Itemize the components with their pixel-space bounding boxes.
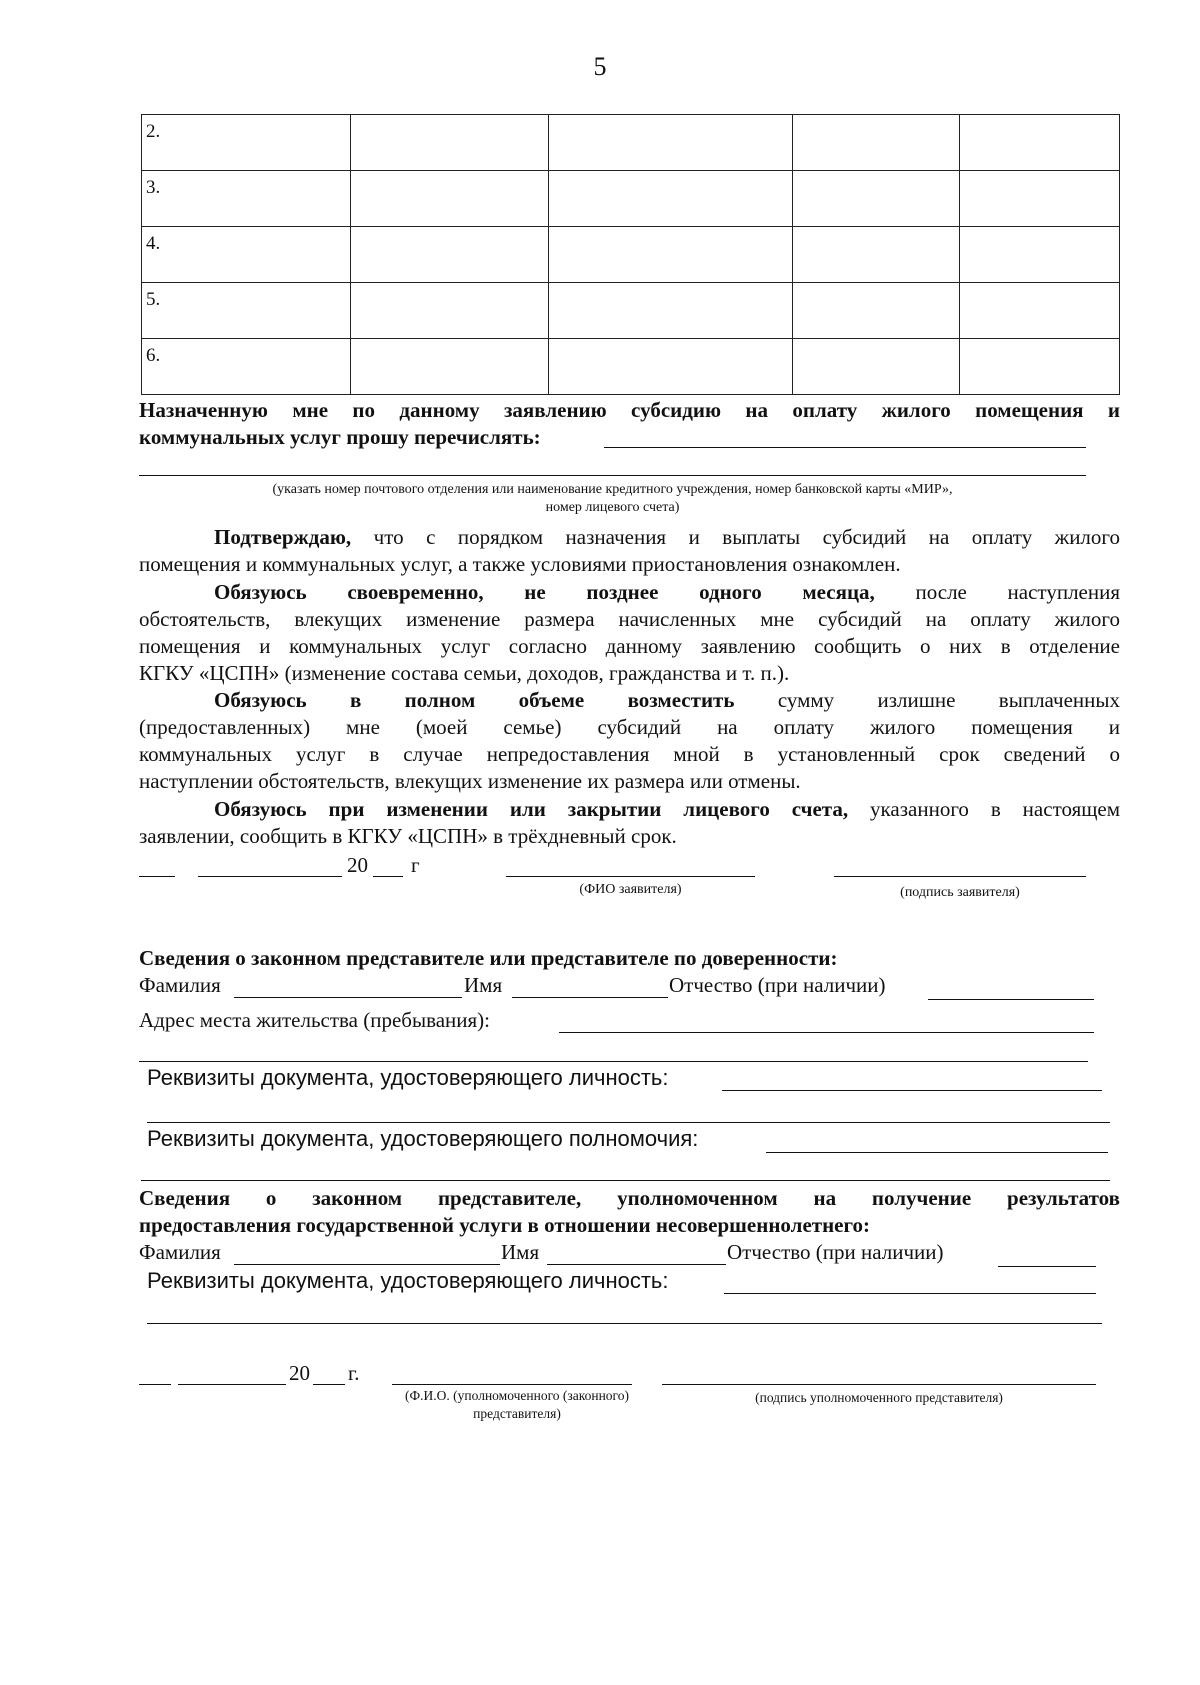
date-year-prefix: 20 [347,853,368,877]
rep-address-field-2[interactable] [139,1061,1088,1062]
table-cell [549,283,793,339]
table-cell [793,171,960,227]
confirm-p3-bold: Обязуюсь в полном объеме возместить [214,688,735,712]
confirm-p2-text: после наступления [915,580,1121,604]
confirm-p1-bold: Подтверждаю, [214,525,352,549]
applicant-fio-label: (ФИО заявителя) [579,882,682,897]
rep-auth-doc-field-2[interactable] [141,1180,1110,1181]
confirm-p1-line2: помещения и коммунальных услуг, а также условиями приостановления ознакомлен. [139,552,901,576]
table-row [142,227,1120,283]
table-row [142,115,1120,171]
table-cell-index: 5. [142,283,351,339]
table-cell [793,283,960,339]
rep-address-field[interactable] [559,1032,1094,1033]
table-cell-index: 3. [142,171,351,227]
table-row [142,171,1120,227]
table-cell [549,115,793,171]
confirm-p4-text: указанного в настоящем [870,797,1121,821]
payment-text-line1: Назначенную мне по данному заявлению субсидию на оплату жилого помещения и [139,398,1120,422]
rep-id-doc-label: Реквизиты документа, удостоверяющего личность: [147,1065,669,1090]
confirm-p4-line2: заявлении, сообщить в КГКУ «ЦСПН» в трёхдневный срок. [139,824,677,848]
confirm-p4-bold: Обязуюсь при изменении или закрытии лицевого счета, [214,797,849,821]
minor-patronymic-label: Отчество (при наличии) [727,1240,944,1264]
minor-name-field[interactable] [547,1264,726,1265]
minor-rep-fio-label-line2: представителя) [473,1406,561,1421]
confirm-p2-bold: Обязуюсь своевременно, не позднее одного месяца, [214,580,875,604]
date2-year-field[interactable] [313,1384,345,1385]
minor-id-doc-field[interactable] [724,1293,1096,1294]
rep-id-doc-field[interactable] [722,1090,1102,1091]
table-cell [549,171,793,227]
rep-surname-label: Фамилия [139,973,221,997]
confirm-p3-line3: коммунальных услуг в случае непредоставления мной в установленный срок сведений о [139,742,1120,766]
rep-address-label: Адрес места жительства (пребывания): [139,1008,491,1032]
date2-month-field[interactable] [178,1384,286,1385]
minor-heading-line1: Сведения о законном представителе, уполномоченном на получение результатов [139,1186,1120,1210]
confirm-paragraph-2 [214,579,1120,606]
table-row [142,283,1120,339]
date2-day-field[interactable] [139,1384,171,1385]
minor-rep-signature-field[interactable] [662,1384,1096,1385]
page-number: 5 [593,52,607,81]
date2-year-prefix: 20 [289,1361,310,1385]
confirm-p2-line4: КГКУ «ЦСПН» (изменение состава семьи, доходов, гражданства и т. п.). [139,661,790,685]
rep-name-field[interactable] [512,997,668,998]
applicant-signature-label: (подпись заявителя) [900,885,1020,900]
table-cell-index: 4. [142,227,351,283]
date-day-field[interactable] [139,876,175,877]
minor-id-doc-label: Реквизиты документа, удостоверяющего личность: [147,1268,669,1293]
confirm-paragraph-4 [214,796,1120,823]
minor-rep-fio-field[interactable] [392,1384,632,1385]
minor-name-label: Имя [501,1240,540,1264]
rep-patronymic-label: Отчество (при наличии) [669,973,886,997]
confirm-p3-text: сумму излишне выплаченных [777,688,1120,712]
table-cell [793,115,960,171]
table-cell [351,115,549,171]
rep-id-doc-field-2[interactable] [147,1122,1110,1123]
minor-surname-label: Фамилия [139,1240,221,1264]
minor-heading-line2: предоставления государственной услуги в отношении несовершеннолетнего: [139,1213,871,1237]
table-cell [960,283,1120,339]
table-cell [960,115,1120,171]
payment-hint-line1: (указать номер почтового отделения или наименование кредитного учреждения, номер банковской карты «МИР», [272,482,953,497]
table-cell [960,339,1120,395]
confirm-paragraph-3 [214,687,1120,714]
rep-heading: Сведения о законном представителе или представителе по доверенности: [139,946,838,970]
payment-details-field-2[interactable] [139,475,1086,476]
rep-auth-doc-label: Реквизиты документа, удостоверяющего полномочия: [147,1126,699,1151]
date-month-field[interactable] [198,876,342,877]
rep-surname-field[interactable] [234,997,462,998]
confirm-p2-line2: обстоятельств, влекущих изменение размера начисленных мне субсидий на оплату жилого [139,607,1120,631]
minor-rep-fio-label-line1: (Ф.И.О. (уполномоченного (законного) [405,1388,629,1403]
table-cell [960,227,1120,283]
minor-rep-signature-label: (подпись уполномоченного представителя) [755,1390,1003,1405]
table-cell [549,227,793,283]
confirm-p1-text: что с порядком назначения и выплаты субсидий на оплату жилого [373,525,1120,549]
minor-id-doc-field-2[interactable] [147,1323,1102,1324]
table-cell [351,227,549,283]
table-row [142,339,1120,395]
income-table [141,114,1120,395]
payment-details-field[interactable] [604,447,1086,448]
confirm-p3-line4: наступлении обстоятельств, влекущих изменение их размера или отмены. [139,769,801,793]
date2-year-suffix: г. [348,1361,360,1385]
table-cell-index: 6. [142,339,351,395]
applicant-fio-field[interactable] [506,876,755,877]
minor-patronymic-field[interactable] [998,1266,1096,1267]
table-cell [793,227,960,283]
confirm-paragraph-1 [214,524,1120,551]
payment-hint-line2: номер лицевого счета) [545,500,680,515]
rep-auth-doc-field[interactable] [766,1152,1108,1153]
table-cell [549,339,793,395]
confirm-p3-line2: (предоставленных) мне (моей семье) субсидий на оплату жилого помещения и [139,715,1120,739]
minor-surname-field[interactable] [234,1264,500,1265]
rep-patronymic-field[interactable] [928,999,1094,1000]
payment-text-line2: коммунальных услуг прошу перечислять: [139,425,541,449]
table-cell-index: 2. [142,115,351,171]
date-year-field[interactable] [373,876,403,877]
table-cell [351,171,549,227]
confirm-p2-line3: помещения и коммунальных услуг согласно данному заявлению сообщить о них в отделение [139,634,1120,658]
table-cell [793,339,960,395]
table-cell [351,283,549,339]
rep-name-label: Имя [464,973,503,997]
table-cell [960,171,1120,227]
applicant-signature-field[interactable] [834,876,1086,877]
date-year-suffix: г [411,853,420,877]
table-cell [351,339,549,395]
